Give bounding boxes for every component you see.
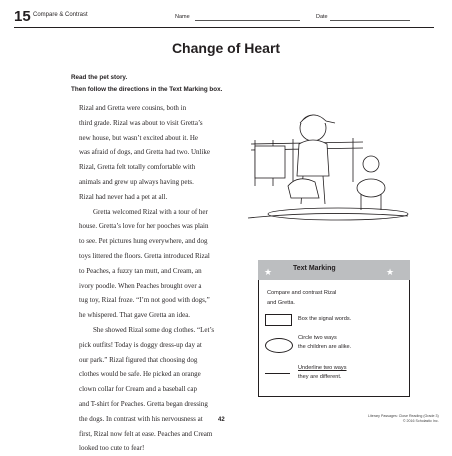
credit-line: © 2016 Scholastic Inc. — [402, 419, 439, 423]
mutt-dog-icon — [288, 179, 319, 198]
poodle-head — [363, 156, 379, 172]
story-line: the dogs. In contrast with his nervousness at — [79, 414, 203, 423]
story-line: Gretta welcomed Rizal with a tour of her — [93, 207, 208, 216]
story-line: animals and grew up always having pets. — [79, 177, 194, 186]
header-rule — [14, 27, 434, 28]
rug-outline — [268, 208, 408, 220]
story-line: Rizal, Gretta felt totally comfortable with — [79, 163, 196, 172]
underline-instruction-line: they are different. — [298, 374, 342, 380]
circle-instruction-line: Circle two ways — [298, 335, 337, 341]
story-line: and T-shirt for Peaches. Gretta began dressing — [79, 399, 208, 408]
date-blank-line — [330, 20, 410, 21]
star-icon: ★ — [386, 267, 395, 277]
page-number: 42 — [218, 417, 225, 423]
circle-symbol-icon — [265, 338, 293, 353]
story-line: was afraid of dogs, and Gretta had two. Unlike — [79, 148, 211, 157]
name-blank-line — [195, 20, 300, 21]
story-line: first, Rizal now felt at ease. Peaches and Cream — [79, 429, 213, 438]
story-line: Rizal had never had a pet at all. — [79, 192, 168, 201]
story-line: he whispered. That gave Gretta an idea. — [79, 311, 191, 320]
planter-icon — [255, 146, 285, 178]
circle-instruction — [298, 334, 351, 352]
story-line: third grade. Rizal was about to visit Gretta’s — [79, 118, 203, 127]
story-line: Rizal and Gretta were cousins, both in — [79, 104, 187, 112]
box-instruction: Box the signal words. — [298, 316, 352, 322]
story-line: new house, but wasn’t excited about it. He — [79, 133, 199, 142]
lesson-number: 15 — [14, 8, 31, 25]
circle-instruction-line: the children are alike. — [298, 344, 352, 350]
star-icon: ★ — [264, 267, 273, 277]
story-line: house. Gretta’s love for her pooches was plain — [79, 222, 209, 231]
text-marking-title: Text Marking — [293, 265, 336, 272]
baseball-cap-icon — [300, 115, 335, 123]
underline-symbol-icon — [265, 373, 290, 374]
box-symbol-icon — [265, 314, 292, 326]
story-line: ivory poodle. When Peaches brought over a — [79, 281, 202, 290]
story-line: our park.” Rizal figured that choosing dog — [79, 355, 198, 364]
underline-instruction — [298, 364, 347, 382]
kids-and-dogs-illustration — [243, 86, 413, 236]
instruction-line: Then follow the directions in the Text Marking box. — [71, 86, 223, 93]
story-line: tug toy, Rizal froze. “I’m not good with dogs,” — [79, 296, 210, 305]
directions-line: Compare and contrast Rizal — [267, 290, 337, 296]
name-label: Name — [175, 14, 190, 20]
credit-line: Literary Passages: Close Reading (Grade 3) — [368, 414, 439, 418]
instruction-line: Read the pet story. — [71, 74, 128, 81]
text-marking-directions — [267, 288, 397, 308]
date-label: Date — [316, 14, 328, 20]
story-line: toys littered the floors. Gretta introduced Rizal — [79, 251, 210, 260]
instructions — [71, 72, 222, 96]
story-line: looked too cute to fear! — [79, 444, 145, 453]
boy-body — [297, 140, 329, 176]
story-line: She showed Rizal some dog clothes. “Let’s — [93, 325, 215, 334]
page-title: Change of Heart — [171, 40, 281, 56]
lesson-topic: Compare & Contrast — [33, 12, 88, 18]
story-line: clown collar for Cream and a baseball cap — [79, 385, 197, 394]
story-line: clothes would be safe. He picked an orange — [79, 370, 201, 379]
story-line: pick outfits! Today is doggy dress-up day at — [79, 340, 202, 349]
ground-line — [248, 213, 408, 218]
story-line: to Peaches, a fuzzy tan mutt, and Cream, an — [79, 266, 202, 275]
story-line: to see. Pet pictures hung everywhere, and dog — [79, 237, 208, 246]
publisher-credit — [368, 414, 439, 424]
underline-instruction-line: Underline two ways — [298, 365, 347, 371]
directions-line: and Gretta. — [267, 300, 295, 306]
